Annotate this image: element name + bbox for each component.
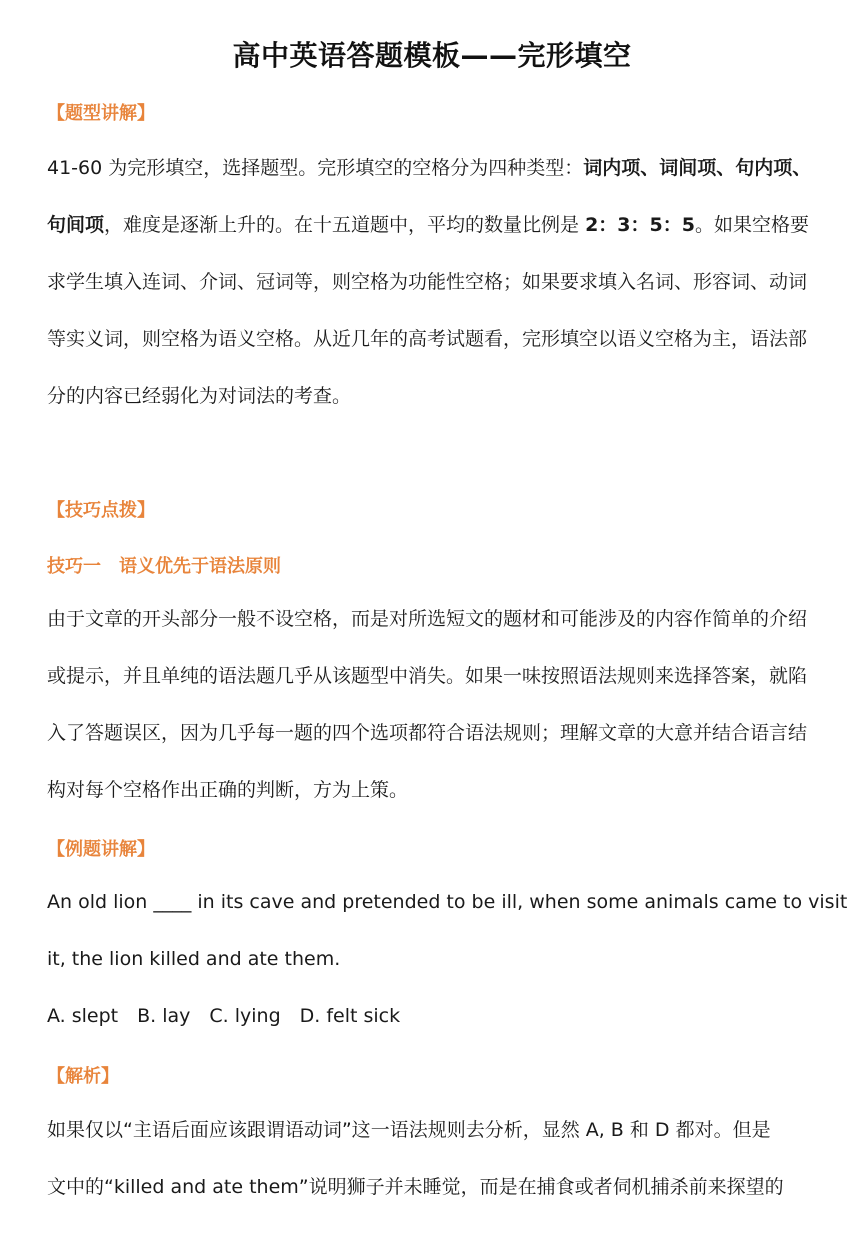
example-options: A. slept B. lay C. lying D. felt sick — [47, 1005, 401, 1027]
example-line-1: An old lion ____ in its cave and pretended to be ill, when some animals came to visit — [47, 891, 848, 913]
type-line-3: 求学生填入连词、介词、冠词等，则空格为功能性空格；如果要求填入名词、形容词、动词 — [47, 271, 808, 293]
type-paragraph — [47, 140, 817, 425]
tip1-paragraph — [47, 591, 817, 819]
section-heading-example: 【例题讲解】 — [47, 839, 155, 860]
tip1-line-4: 构对每个空格作出正确的判断，方为上策。 — [47, 779, 409, 801]
type-line-2-text: ，难度是逐渐上升的。在十五道题中，平均的数量比例是 — [104, 214, 586, 236]
section-heading-type: 【题型讲解】 — [47, 103, 155, 124]
type-line-2-tail: 。如果空格要 — [694, 214, 809, 236]
tip1-heading: 技巧一 语义优先于语法原则 — [47, 556, 281, 577]
tip1-line-1: 由于文章的开头部分一般不设空格，而是对所选短文的题材和可能涉及的内容作简单的介绍 — [47, 608, 808, 630]
type-line-1 — [47, 140, 817, 197]
tip1-line-2: 或提示，并且单纯的语法题几乎从该题型中消失。如果一味按照语法规则来选择答案，就陷 — [47, 665, 808, 687]
analysis-line-1: 如果仅以“主语后面应该跟谓语动词”这一语法规则去分析，显然 A, B 和 D 都对。但是 — [47, 1119, 771, 1141]
tip1-line-3: 入了答题误区，因为几乎每一题的四个选项都符合语法规则；理解文章的大意并结合语言结 — [47, 722, 808, 744]
section-heading-analysis: 【解析】 — [47, 1066, 119, 1087]
analysis-paragraph — [47, 1102, 817, 1216]
type-line-2 — [47, 197, 817, 254]
type-line-4: 等实义词，则空格为语义空格。从近几年的高考试题看，完形填空以语义空格为主，语法部 — [47, 328, 808, 350]
analysis-line-2: 文中的“killed and ate them”说明狮子并未睡觉，而是在捕食或者伺机捕杀前来探望的 — [47, 1176, 784, 1198]
section-heading-tips: 【技巧点拨】 — [47, 500, 155, 521]
ratio-text: 2：3：5：5 — [585, 214, 695, 236]
type-line-1-bold: 词内项、词间项、句内项、 — [583, 157, 812, 179]
type-line-1-text: 41-60 为完形填空，选择题型。完形填空的空格分为四种类型： — [47, 157, 584, 179]
example-paragraph — [47, 874, 848, 1045]
page-title: 高中英语答题模板——完形填空 — [232, 39, 632, 72]
example-line-2: it, the lion killed and ate them. — [47, 948, 341, 970]
type-line-2-bold: 句间项 — [47, 214, 105, 236]
type-line-5: 分的内容已经弱化为对词法的考查。 — [47, 385, 352, 407]
